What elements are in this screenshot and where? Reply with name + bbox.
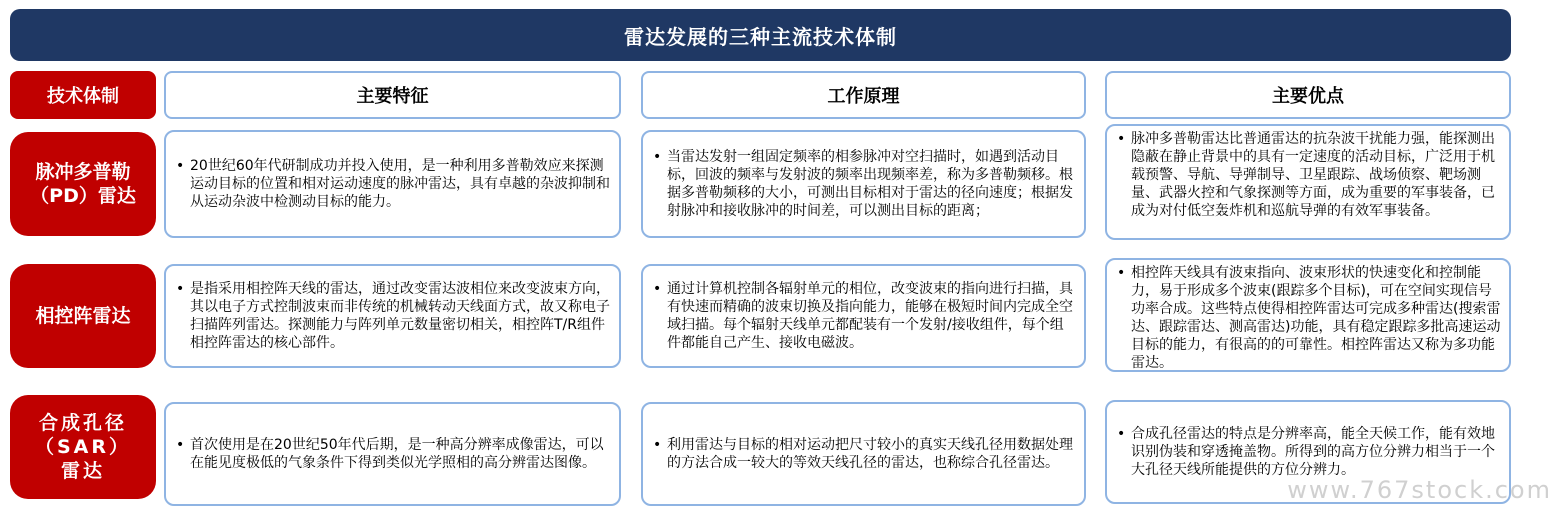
pd-radar-principle-text: 当雷达发射一组固定频率的相参脉冲对空扫描时，如遇到活动目标，回波的频率与发射波的频率出现频率差，称为多普勒频移。根据多普勒频移的大小，可测出目标相对于雷达的径向速度；根据发射脉冲和接收脉冲的时间差，可以测出目标的距离； — [667, 149, 1073, 219]
pd-radar-advantages: • 脉冲多普勒雷达比普通雷达的抗杂波干扰能力强，能探测出隐蔽在静止背景中的具有一定速度的活动目标，广泛用于机载预警、导航、导弹制导、卫星跟踪、战场侦察、靶场测量、武器火控和气象探测等方面，成为重要的军事装备，已成为对付低空轰炸机和巡航导弹的有效军事装备。 — [1105, 124, 1511, 240]
phased-array-features-text: 是指采用相控阵天线的雷达，通过改变雷达波相位来改变波束方向，其以电子方式控制波束而非传统的机械转动天线面方式，故又称电子扫描阵列雷达。探测能力与阵列单元数量密切相关，相控阵T/R组件相控阵雷达的核心部件。 — [190, 281, 610, 351]
sar-radar-features-text: 首次使用是在20世纪50年代后期，是一种高分辨率成像雷达，可以在能见度极低的气象条件下得到类似光学照相的高分辨雷达图像。 — [190, 437, 604, 471]
sar-radar-principle: • 利用雷达与目标的相对运动把尺寸较小的真实天线孔径用数据处理的方法合成一较大的等效天线孔径的雷达，也称综合孔径雷达。 — [641, 402, 1086, 506]
pd-radar-features: • 20世纪60年代研制成功并投入使用，是一种利用多普勒效应来探测运动目标的位置和相对运动速度的脉冲雷达，具有卓越的杂波抑制和从运动杂波中检测动目标的能力。 — [164, 130, 621, 238]
phased-array-features: • 是指采用相控阵天线的雷达，通过改变雷达波相位来改变波束方向，其以电子方式控制波束而非传统的机械转动天线面方式，故又称电子扫描阵列雷达。探测能力与阵列单元数量密切相关，相控阵T/R组件相控阵雷达的核心部件。 — [164, 264, 621, 368]
row-label-phased-array-radar: 相控阵雷达 — [10, 264, 156, 368]
row-label-sar-radar: 合成孔径（SAR）雷达 — [10, 395, 156, 499]
row-label-pd-radar: 脉冲多普勒（PD）雷达 — [10, 132, 156, 236]
sar-radar-advantages: • 合成孔径雷达的特点是分辨率高，能全天候工作，能有效地识别伪装和穿透掩盖物。所得到的高方位分辨力相当于一个大孔径天线所能提供的方位分辨力。 — [1105, 400, 1511, 504]
pd-radar-features-text: 20世纪60年代研制成功并投入使用，是一种利用多普勒效应来探测运动目标的位置和相对运动速度的脉冲雷达，具有卓越的杂波抑制和从运动杂波中检测动目标的能力。 — [190, 158, 610, 210]
pd-radar-principle: • 当雷达发射一组固定频率的相参脉冲对空扫描时，如遇到活动目标，回波的频率与发射波的频率出现频率差，称为多普勒频移。根据多普勒频移的大小，可测出目标相对于雷达的径向速度；根据发射脉冲和接收脉冲的时间差，可以测出目标的距离； — [641, 130, 1086, 238]
header-advantages: 主要优点 — [1105, 71, 1511, 119]
page-title: 雷达发展的三种主流技术体制 — [10, 9, 1511, 61]
header-tech-system: 技术体制 — [10, 71, 156, 119]
pd-radar-advantages-text: 脉冲多普勒雷达比普通雷达的抗杂波干扰能力强，能探测出隐蔽在静止背景中的具有一定速度的活动目标，广泛用于机载预警、导航、导弹制导、卫星跟踪、战场侦察、靶场测量、武器火控和气象探测等方面，成为重要的军事装备，已成为对付低空轰炸机和巡航导弹的有效军事装备。 — [1131, 131, 1495, 219]
header-features: 主要特征 — [164, 71, 621, 119]
phased-array-advantages: • 相控阵天线具有波束指向、波束形状的快速变化和控制能力，易于形成多个波束(跟踪多个目标)，可在空间实现信号功率合成。这些特点使得相控阵雷达可完成多种雷达(搜索雷达、跟踪雷达、测高雷达)功能，具有稳定跟踪多批高速运动目标的能力，有很高的的可靠性。相控阵雷达又称为多功能雷达。 — [1105, 258, 1511, 372]
phased-array-principle: • 通过计算机控制各辐射单元的相位，改变波束的指向进行扫描，具有快速而精确的波束切换及指向能力，能够在极短时间内完成全空域扫描。每个辐射天线单元都配装有一个发射/接收组件，每个组件都能自己产生、接收电磁波。 — [641, 264, 1086, 368]
phased-array-advantages-text: 相控阵天线具有波束指向、波束形状的快速变化和控制能力，易于形成多个波束(跟踪多个目标)，可在空间实现信号功率合成。这些特点使得相控阵雷达可完成多种雷达(搜索雷达、跟踪雷达、测高雷达)功能，具有稳定跟踪多批高速运动目标的能力，有很高的的可靠性。相控阵雷达又称为多功能雷达。 — [1131, 265, 1501, 371]
sar-radar-advantages-text: 合成孔径雷达的特点是分辨率高，能全天候工作，能有效地识别伪装和穿透掩盖物。所得到的高方位分辨力相当于一个大孔径天线所能提供的方位分辨力。 — [1131, 426, 1495, 478]
sar-radar-features: • 首次使用是在20世纪50年代后期，是一种高分辨率成像雷达，可以在能见度极低的气象条件下得到类似光学照相的高分辨雷达图像。 — [164, 402, 621, 506]
header-principle: 工作原理 — [641, 71, 1086, 119]
watermark: www.767stock.com — [1287, 476, 1552, 504]
phased-array-principle-text: 通过计算机控制各辐射单元的相位，改变波束的指向进行扫描，具有快速而精确的波束切换及指向能力，能够在极短时间内完成全空域扫描。每个辐射天线单元都配装有一个发射/接收组件，每个组件都能自己产生、接收电磁波。 — [667, 281, 1073, 351]
sar-radar-principle-text: 利用雷达与目标的相对运动把尺寸较小的真实天线孔径用数据处理的方法合成一较大的等效天线孔径的雷达，也称综合孔径雷达。 — [667, 437, 1073, 471]
